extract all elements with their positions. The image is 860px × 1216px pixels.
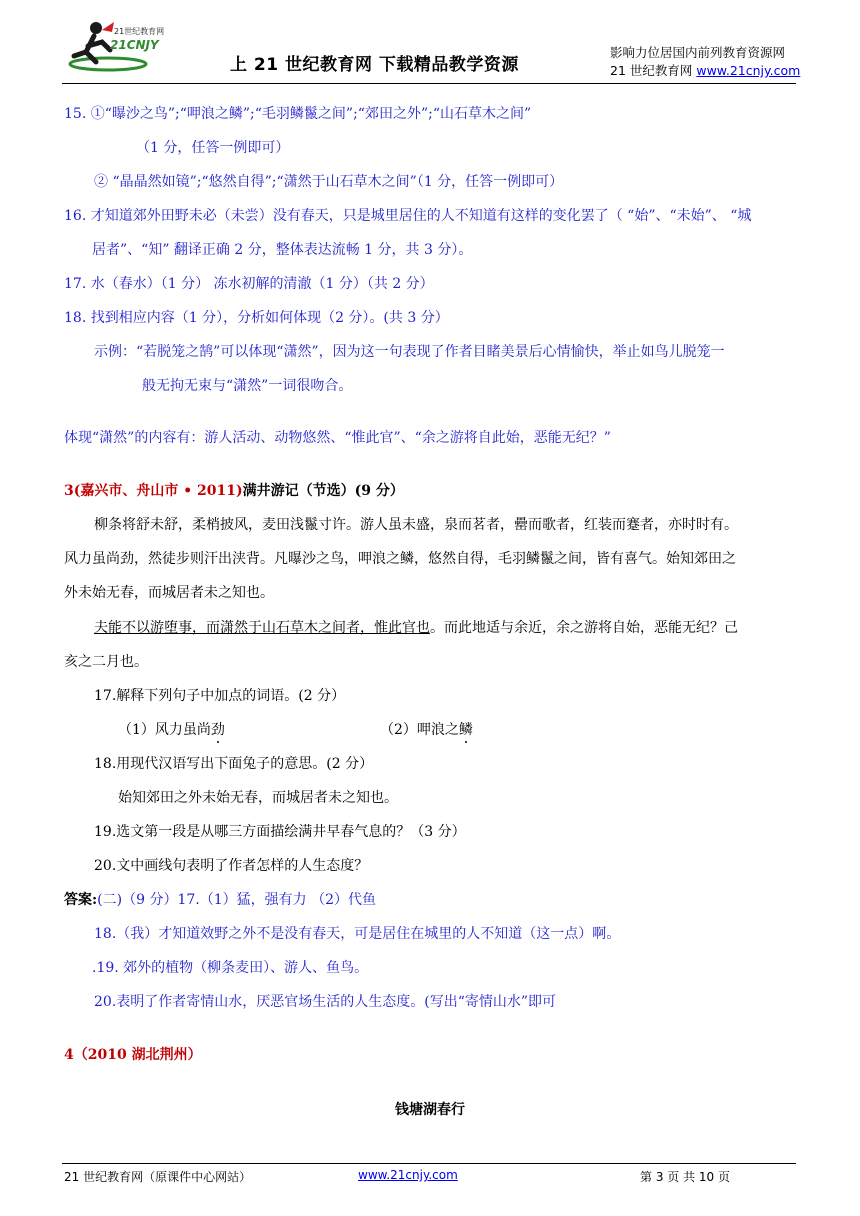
answer-q17: (二)（9 分）17.（1）猛，强有力 （2）代鱼 [97,892,376,908]
q18-extra: 体现“潇然”的内容有：游人活动、动物悠然、“惟此官”、“余之游将自此始，恶能无纪？” [64,430,611,446]
passage-p2-line1 [94,618,738,638]
q18-sentence: 始知郊田之外未始无春，而城居者未之知也。 [118,790,398,806]
passage-p2-line2: 亥之二月也。 [64,654,148,670]
q15-answer-a-note: （1 分，任答一例即可） [136,140,290,156]
q18-example-line2: 般无拘无束与“潇然”一词很吻合。 [142,378,353,394]
passage-p1-line2: 风力虽尚劲，然徒步则汗出浃背。凡曝沙之鸟，呷浪之鳞，悠然自得，毛羽鳞鬣之间，皆有喜气。始知郊田之 [64,551,736,567]
footer-left: 21 世纪教育网（原课件中心网站） [64,1170,252,1184]
section3-source: 3(嘉兴市、舟山市 • 2011) [64,483,243,499]
header-right-prefix: 21 世纪教育网 [610,63,697,78]
logo-text-bottom: 21CNJY [110,38,159,52]
underlined-sentence: 夫能不以游堕事，而潇然于山石草木之间者，惟此官也 [94,620,430,636]
q19-question: 19.选文第一段是从哪三方面描绘满井早春气息的？（3 分） [94,824,466,840]
q17-item2-text: （2）呷浪之 [380,722,459,738]
q17-item1 [118,720,225,740]
header-slogan: 上 21 世纪教育网 下载精品教学资源 [230,55,519,75]
header-site-link[interactable]: www.21cnjy.com [696,63,801,78]
header-divider [62,83,796,84]
footer-center [358,1168,458,1182]
answer-q18: 18.（我）才知道效野之外不是没有春天，可是居住在城里的人不知道（这一点）啊。 [94,926,621,942]
q17-item1-dotted-word: 劲 [210,722,225,738]
q17-item2 [380,720,473,740]
footer-site-link[interactable]: www.21cnjy.com [358,1168,458,1182]
logo-text-top: 21世纪教育网 [114,27,165,36]
answers-label: 答案: [64,892,98,908]
q17-question: 17.解释下列句子中加点的词语。(2 分） [94,688,346,704]
header-right-line2 [610,62,800,80]
answer-q20: 20.表明了作者寄情山水，厌恶官场生活的人生态度。(写出“寄情山水”即可 [94,994,557,1010]
section4-source: 4（2010 湖北荆州） [64,1047,202,1063]
q15-answer-a: 15. ①“曝沙之鸟”;“呷浪之鳞”;“毛羽鳞鬣之间”;“郊田之外”;“山石草木之间” [64,106,532,122]
site-logo [66,16,176,76]
q17-item1-text: （1）风力虽尚 [118,722,211,738]
q20-question: 20.文中画线句表明了作者怎样的人生态度？ [94,858,369,874]
q16-answer-line2: 居者”、“知” 翻译正确 2 分，整体表达流畅 1 分，共 3 分）。 [92,242,473,258]
q17-item2-dotted-word: 鳞 [458,722,473,738]
header-right [610,44,800,80]
q15-answer-b: ② “晶晶然如镜”;“悠然自得”;“潇然于山石草木之间”（1 分，任答一例即可） [94,174,564,190]
q18-question: 18.用现代汉语写出下面兔子的意思。(2 分） [94,756,374,772]
q17-answer: 17. 水（春水）（1 分） 冻水初解的清澈（1 分）（共 2 分） [64,276,434,292]
footer-page-number: 第 3 页 共 10 页 [640,1170,730,1184]
section3-heading [64,481,404,501]
answer-q19: .19. 郊外的植物（柳条麦田）、游人、鱼鸟。 [92,960,369,976]
footer-divider [62,1163,796,1164]
answers-heading [64,890,376,910]
section4-title: 钱塘湖春行 [395,1102,465,1118]
q18-example-line1: 示例：“若脱笼之鹄”可以体现“潇然”，因为这一句表现了作者目睹美景后心情愉快，举止如鸟儿脱笼一 [94,344,725,360]
passage-p1-line1: 柳条将舒未舒，柔梢披风，麦田浅鬣寸许。游人虽未盛，泉而茗者，罍而歌者，红装而蹇者，亦时时有。 [94,517,738,533]
passage-p2-rest: 。而此地适与余近，余之游将自始，恶能无纪？己 [430,620,738,636]
q18-answer: 18. 找到相应内容（1 分），分析如何体现（2 分）。(共 3 分） [64,310,449,326]
header-right-line1: 影响力位居国内前列教育资源网 [610,45,786,60]
q16-answer-line1: 16. 才知道郊外田野未必（未尝）没有春天，只是城里居住的人不知道有这样的变化罢了（ “始”、“未始”、 “城 [64,208,752,224]
passage-p1-line3: 外未始无春，而城居者未之知也。 [64,585,274,601]
section3-title: 满井游记（节选）(9 分） [242,483,404,499]
